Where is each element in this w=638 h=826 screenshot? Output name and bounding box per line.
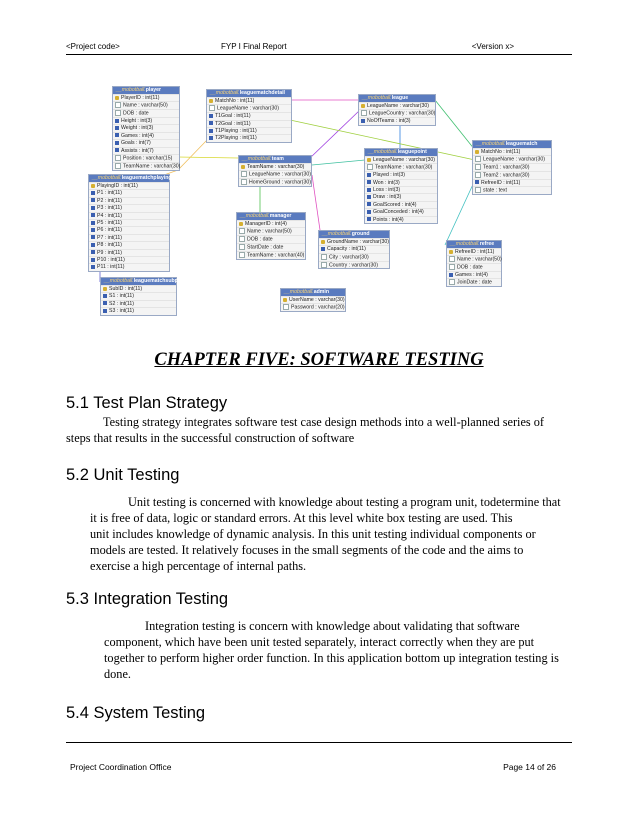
table-db-prefix: __mobotball.	[322, 231, 352, 237]
table-player	[112, 86, 180, 171]
numeric-field-icon	[367, 188, 371, 192]
primary-key-icon	[241, 165, 245, 169]
field-label: PlayingID : int(11)	[97, 183, 138, 189]
table-name: leaguepoint	[397, 149, 427, 155]
field-label: RefreeID : int(11)	[455, 249, 495, 255]
text-field-icon	[209, 105, 215, 111]
table-field	[113, 101, 179, 109]
para-test-plan-line1: Testing strategy integrates software test case design methods into a well-planned series of	[103, 415, 545, 429]
para-integration-line1: Integration testing is concern with knowledge about validating that software	[145, 619, 520, 633]
text-field-icon	[475, 172, 481, 178]
field-label: Goals : int(7)	[121, 140, 151, 147]
table-field	[473, 148, 551, 155]
para-integration-line3: together to perform higher order function. In this application bottom up integration testing is	[104, 651, 559, 665]
table-header	[319, 231, 389, 238]
field-label: Won : int(3)	[373, 179, 400, 186]
table-field	[473, 171, 551, 179]
section-heading-system-testing: 5.4 System Testing	[66, 704, 206, 722]
field-label: Team1 : varchar(30)	[483, 164, 530, 171]
table-field	[207, 112, 291, 119]
field-label: TeamName : varchar(30)	[375, 164, 433, 171]
footer-page-number: Page 14 of 26	[503, 762, 556, 772]
field-label: SubID : int(11)	[109, 286, 143, 292]
numeric-field-icon	[91, 235, 95, 239]
table-field	[89, 219, 169, 226]
table-field	[207, 134, 291, 141]
field-label: T2Goal : int(11)	[215, 120, 251, 127]
table-header	[365, 149, 437, 156]
primary-key-icon	[367, 158, 371, 162]
primary-key-icon	[321, 240, 325, 244]
field-label: Name : varchar(50)	[123, 102, 168, 109]
table-header	[473, 141, 551, 148]
field-label: LeagueName : varchar(30)	[217, 105, 279, 112]
table-field	[473, 155, 551, 163]
text-field-icon	[283, 304, 289, 310]
field-label: TeamName : varchar(30)	[247, 164, 305, 170]
numeric-field-icon	[115, 119, 119, 123]
text-field-icon	[239, 236, 245, 242]
table-league	[358, 94, 436, 126]
table-header	[207, 90, 291, 97]
para-unit-line5: exercise a high percentage of internal paths.	[90, 559, 307, 573]
table-field	[113, 139, 179, 146]
numeric-field-icon	[91, 228, 95, 232]
chapter-title: CHAPTER FIVE: SOFTWARE TESTING	[154, 350, 484, 370]
numeric-field-icon	[367, 210, 371, 214]
table-field	[319, 238, 389, 245]
field-label: TeamName : varchar(30)	[123, 163, 181, 170]
numeric-field-icon	[91, 258, 95, 262]
table-leaguematchdetail	[206, 89, 292, 143]
primary-key-icon	[103, 287, 107, 291]
text-field-icon	[449, 256, 455, 262]
field-label: Team2 : varchar(30)	[483, 172, 530, 179]
primary-key-icon	[361, 104, 365, 108]
table-field	[207, 97, 291, 104]
link-team-league	[310, 110, 360, 158]
table-field	[207, 120, 291, 127]
table-field	[319, 261, 389, 269]
table-field	[239, 163, 311, 170]
table-field	[281, 303, 345, 311]
table-team	[238, 155, 312, 187]
field-label: T2Playing : int(11)	[215, 135, 257, 142]
field-label: StartDate : date	[247, 244, 284, 251]
primary-key-icon	[449, 250, 453, 254]
field-label: Capacity : int(11)	[327, 246, 366, 253]
table-field	[365, 201, 437, 208]
table-db-prefix: __mobotball.	[104, 278, 134, 284]
table-name: leaguematchdetail	[239, 90, 285, 96]
table-name: team	[271, 156, 284, 162]
table-field	[89, 234, 169, 241]
text-field-icon	[239, 244, 245, 250]
table-field	[447, 255, 501, 263]
field-label: ManagerID : int(4)	[245, 221, 287, 227]
numeric-field-icon	[91, 191, 95, 195]
table-field	[101, 285, 176, 292]
table-leaguematchsubplayer	[100, 277, 190, 316]
field-label: NoOfTeams : int(3)	[367, 118, 411, 125]
table-db-prefix: __mobotball.	[450, 241, 480, 247]
section-heading-test-plan: 5.1 Test Plan Strategy	[66, 394, 228, 412]
field-label: P5 : int(11)	[97, 220, 122, 227]
numeric-field-icon	[103, 301, 107, 305]
table-field	[359, 102, 435, 109]
table-field	[237, 251, 305, 259]
link-leaguematch-refree	[445, 180, 475, 245]
table-refree	[446, 240, 502, 287]
para-unit-line4: models are tested. It relatively focuses in the small segments of the code and the aims to	[90, 543, 524, 557]
numeric-field-icon	[91, 206, 95, 210]
numeric-field-icon	[115, 126, 119, 130]
table-header	[447, 241, 501, 248]
table-field	[473, 186, 551, 194]
table-field	[237, 243, 305, 251]
para-integration-line2: component, which have been unit tested separately, interact correctly when they are put	[104, 635, 535, 649]
field-label: P7 : int(11)	[97, 234, 122, 241]
numeric-field-icon	[115, 133, 119, 137]
numeric-field-icon	[209, 121, 213, 125]
field-label: MatchNo : int(11)	[215, 98, 255, 104]
table-field	[113, 132, 179, 139]
field-label: P1 : int(11)	[97, 190, 122, 197]
table-header	[113, 87, 179, 94]
field-label: T1Playing : int(11)	[215, 128, 257, 134]
numeric-field-icon	[209, 136, 213, 140]
numeric-field-icon	[115, 141, 119, 145]
numeric-field-icon	[103, 309, 107, 313]
field-label: LeagueCountry : varchar(30)	[369, 110, 436, 117]
para-integration-line4: done.	[104, 667, 131, 681]
field-label: PlayerID : int(11)	[121, 95, 160, 101]
text-field-icon	[321, 262, 327, 268]
field-label: P3 : int(11)	[97, 205, 122, 212]
table-field	[89, 263, 169, 270]
field-label: LeagueName : varchar(30)	[249, 171, 311, 178]
table-field	[113, 124, 179, 131]
field-label: P8 : int(11)	[97, 242, 122, 249]
field-label: state : text	[483, 187, 507, 194]
numeric-field-icon	[91, 198, 95, 202]
field-label: DOB : date	[247, 236, 273, 243]
table-name: ground	[351, 231, 370, 237]
table-field	[365, 156, 437, 163]
text-field-icon	[449, 279, 455, 285]
field-label: UserName : varchar(30)	[289, 297, 345, 303]
table-leaguepoint	[364, 148, 438, 224]
numeric-field-icon	[367, 180, 371, 184]
text-field-icon	[367, 164, 373, 170]
field-label: GoalScored : int(4)	[373, 201, 417, 208]
field-label: DOB : date	[123, 110, 149, 117]
field-label: Loss : int(3)	[373, 187, 401, 193]
table-field	[89, 204, 169, 211]
table-field	[237, 220, 305, 227]
table-db-prefix: __mobotball.	[116, 87, 146, 93]
table-field	[113, 94, 179, 101]
table-field	[237, 235, 305, 243]
numeric-field-icon	[91, 250, 95, 254]
table-header	[237, 213, 305, 220]
table-field	[89, 182, 169, 189]
table-leaguematchplayingplayer	[88, 174, 187, 272]
text-field-icon	[475, 156, 481, 162]
field-label: P10 : int(11)	[97, 257, 125, 264]
table-name: leaguematch	[505, 141, 538, 147]
table-db-prefix: __mobotball.	[284, 289, 314, 295]
para-unit-line3: unit includes knowledge of dynamic analysis. In this unit testing individual components or	[90, 527, 536, 541]
primary-key-icon	[209, 99, 213, 103]
footer-rule	[66, 742, 572, 743]
field-label: Password : varchar(20)	[291, 304, 345, 311]
field-label: Position : varchar(15)	[123, 155, 173, 162]
table-name: refree	[479, 241, 495, 247]
field-label: JoinDate : date	[457, 279, 492, 286]
table-name: league	[391, 95, 409, 101]
table-field	[89, 189, 169, 196]
table-field	[447, 248, 501, 255]
link-team-ground	[312, 175, 320, 230]
table-admin	[280, 288, 346, 312]
field-label: T1Goal : int(11)	[215, 113, 251, 120]
table-field	[101, 300, 176, 307]
field-label: P11 : int(11)	[97, 264, 125, 271]
table-field	[89, 249, 169, 256]
field-label: S2 : int(11)	[109, 300, 134, 307]
numeric-field-icon	[449, 273, 453, 277]
table-name: player	[145, 87, 162, 93]
table-name: leaguematchsubplayer	[133, 278, 190, 284]
field-label: HomeGround : varchar(30)	[249, 179, 311, 186]
table-leaguematch	[472, 140, 552, 195]
primary-key-icon	[475, 150, 479, 154]
text-field-icon	[321, 254, 327, 260]
numeric-field-icon	[115, 148, 119, 152]
field-label: TeamName : varchar(40)	[247, 252, 305, 259]
table-field	[101, 307, 176, 314]
field-label: Assists : int(7)	[121, 147, 154, 154]
table-field	[365, 163, 437, 171]
footer-office: Project Coordination Office	[70, 762, 172, 772]
field-label: GoalConceded : int(4)	[373, 209, 424, 216]
text-field-icon	[115, 163, 121, 169]
table-field	[365, 216, 437, 223]
field-label: Height : int(3)	[121, 117, 153, 124]
numeric-field-icon	[475, 180, 479, 184]
table-field	[365, 179, 437, 186]
table-field	[365, 186, 437, 193]
numeric-field-icon	[91, 221, 95, 225]
table-field	[319, 253, 389, 261]
table-name: admin	[313, 289, 329, 295]
field-label: Weight : int(3)	[121, 125, 154, 132]
para-test-plan-line2: steps that results in the successful construction of software	[66, 431, 355, 445]
table-ground	[318, 230, 390, 269]
text-field-icon	[239, 252, 245, 258]
table-db-prefix: __mobotball.	[368, 149, 398, 155]
para-unit-line1: Unit testing is concerned with knowledge about testing a program unit, todetermine that	[128, 495, 561, 509]
table-db-prefix: __mobotball.	[210, 90, 240, 96]
text-field-icon	[241, 171, 247, 177]
numeric-field-icon	[91, 243, 95, 247]
text-field-icon	[475, 187, 481, 193]
table-field	[447, 263, 501, 271]
para-unit-line2: it is free of data, logic or standard errors. At this level white box testing are used. This	[90, 511, 513, 525]
header-project-code: <Project code>	[66, 42, 120, 51]
numeric-field-icon	[209, 129, 213, 133]
table-field	[89, 226, 169, 233]
field-label: DOB : date	[457, 264, 483, 271]
table-db-prefix: __mobotball.	[240, 213, 270, 219]
text-field-icon	[241, 179, 247, 185]
numeric-field-icon	[367, 217, 371, 221]
table-field	[237, 227, 305, 235]
header-report-title: FYP I Final Report	[221, 42, 287, 51]
table-field	[447, 271, 501, 278]
table-header	[281, 289, 345, 296]
field-label: Name : varchar(50)	[457, 256, 502, 263]
field-label: LeagueName : varchar(30)	[483, 156, 545, 163]
field-label: P4 : int(11)	[97, 212, 122, 219]
numeric-field-icon	[367, 173, 371, 177]
numeric-field-icon	[91, 213, 95, 217]
section-heading-integration-testing: 5.3 Integration Testing	[66, 590, 229, 608]
field-label: P2 : int(11)	[97, 197, 122, 204]
table-field	[239, 170, 311, 178]
table-field	[89, 212, 169, 219]
table-header	[89, 175, 187, 182]
field-label: MatchNo : int(11)	[481, 149, 521, 155]
table-field	[113, 117, 179, 124]
header-version: <Version x>	[471, 42, 514, 51]
numeric-field-icon	[103, 294, 107, 298]
table-field	[365, 193, 437, 200]
primary-key-icon	[239, 222, 243, 226]
field-label: Name : varchar(50)	[247, 228, 292, 235]
table-field	[447, 278, 501, 286]
table-field	[113, 154, 179, 162]
table-field	[365, 171, 437, 178]
primary-key-icon	[115, 96, 119, 100]
table-field	[281, 296, 345, 303]
numeric-field-icon	[361, 119, 365, 123]
table-field	[319, 245, 389, 252]
table-field	[101, 292, 176, 299]
field-label: Draw : int(3)	[373, 194, 402, 201]
table-field	[207, 104, 291, 112]
table-field	[473, 163, 551, 171]
numeric-field-icon	[367, 202, 371, 206]
text-field-icon	[475, 164, 481, 170]
link-leaguepoint-team	[312, 160, 365, 165]
field-label: S1 : int(11)	[109, 293, 134, 300]
field-label: Games : int(4)	[455, 271, 488, 278]
field-label: P6 : int(11)	[97, 227, 122, 234]
section-heading-unit-testing: 5.2 Unit Testing	[66, 466, 180, 484]
table-field	[473, 179, 551, 186]
page-footer	[66, 762, 572, 774]
text-field-icon	[115, 155, 121, 161]
table-field	[359, 117, 435, 124]
table-field	[89, 241, 169, 248]
primary-key-icon	[283, 298, 287, 302]
text-field-icon	[239, 228, 245, 234]
link-league-leaguematch	[435, 100, 475, 150]
table-manager	[236, 212, 306, 260]
table-name: manager	[269, 213, 292, 219]
numeric-field-icon	[367, 195, 371, 199]
text-field-icon	[361, 110, 367, 116]
table-field	[365, 208, 437, 215]
table-field	[207, 127, 291, 134]
field-label: Country : varchar(30)	[329, 261, 379, 268]
table-field	[113, 109, 179, 117]
primary-key-icon	[91, 184, 95, 188]
field-label: Played : int(3)	[373, 172, 406, 179]
table-header	[239, 156, 311, 163]
text-field-icon	[449, 264, 455, 270]
table-field	[89, 256, 169, 263]
table-db-prefix: __mobotball.	[242, 156, 272, 162]
table-name: leaguematchplayingplayer	[121, 175, 187, 181]
table-field	[89, 197, 169, 204]
table-db-prefix: __mobotball.	[92, 175, 122, 181]
field-label: GroundName : varchar(30)	[327, 239, 389, 245]
table-field	[113, 162, 179, 170]
er-diagram	[0, 0, 638, 330]
table-field	[239, 178, 311, 186]
field-label: P9 : int(11)	[97, 249, 122, 256]
table-header	[101, 278, 190, 285]
field-label: City : varchar(30)	[329, 254, 369, 261]
text-field-icon	[115, 102, 121, 108]
text-field-icon	[115, 110, 121, 116]
field-label: RefreeID : int(11)	[481, 179, 521, 186]
table-field	[359, 109, 435, 117]
numeric-field-icon	[321, 247, 325, 251]
link-player-team	[178, 157, 238, 158]
table-field	[113, 147, 179, 154]
numeric-field-icon	[209, 114, 213, 118]
field-label: LeagueName : varchar(30)	[367, 103, 429, 109]
field-label: Points : int(4)	[373, 216, 404, 223]
field-label: S3 : int(11)	[109, 308, 134, 315]
field-label: Games : int(4)	[121, 132, 154, 139]
table-db-prefix: __mobotball.	[362, 95, 392, 101]
field-label: LeagueName : varchar(30)	[373, 157, 435, 163]
numeric-field-icon	[91, 265, 95, 269]
table-header	[359, 95, 435, 102]
table-db-prefix: __mobotball.	[476, 141, 506, 147]
